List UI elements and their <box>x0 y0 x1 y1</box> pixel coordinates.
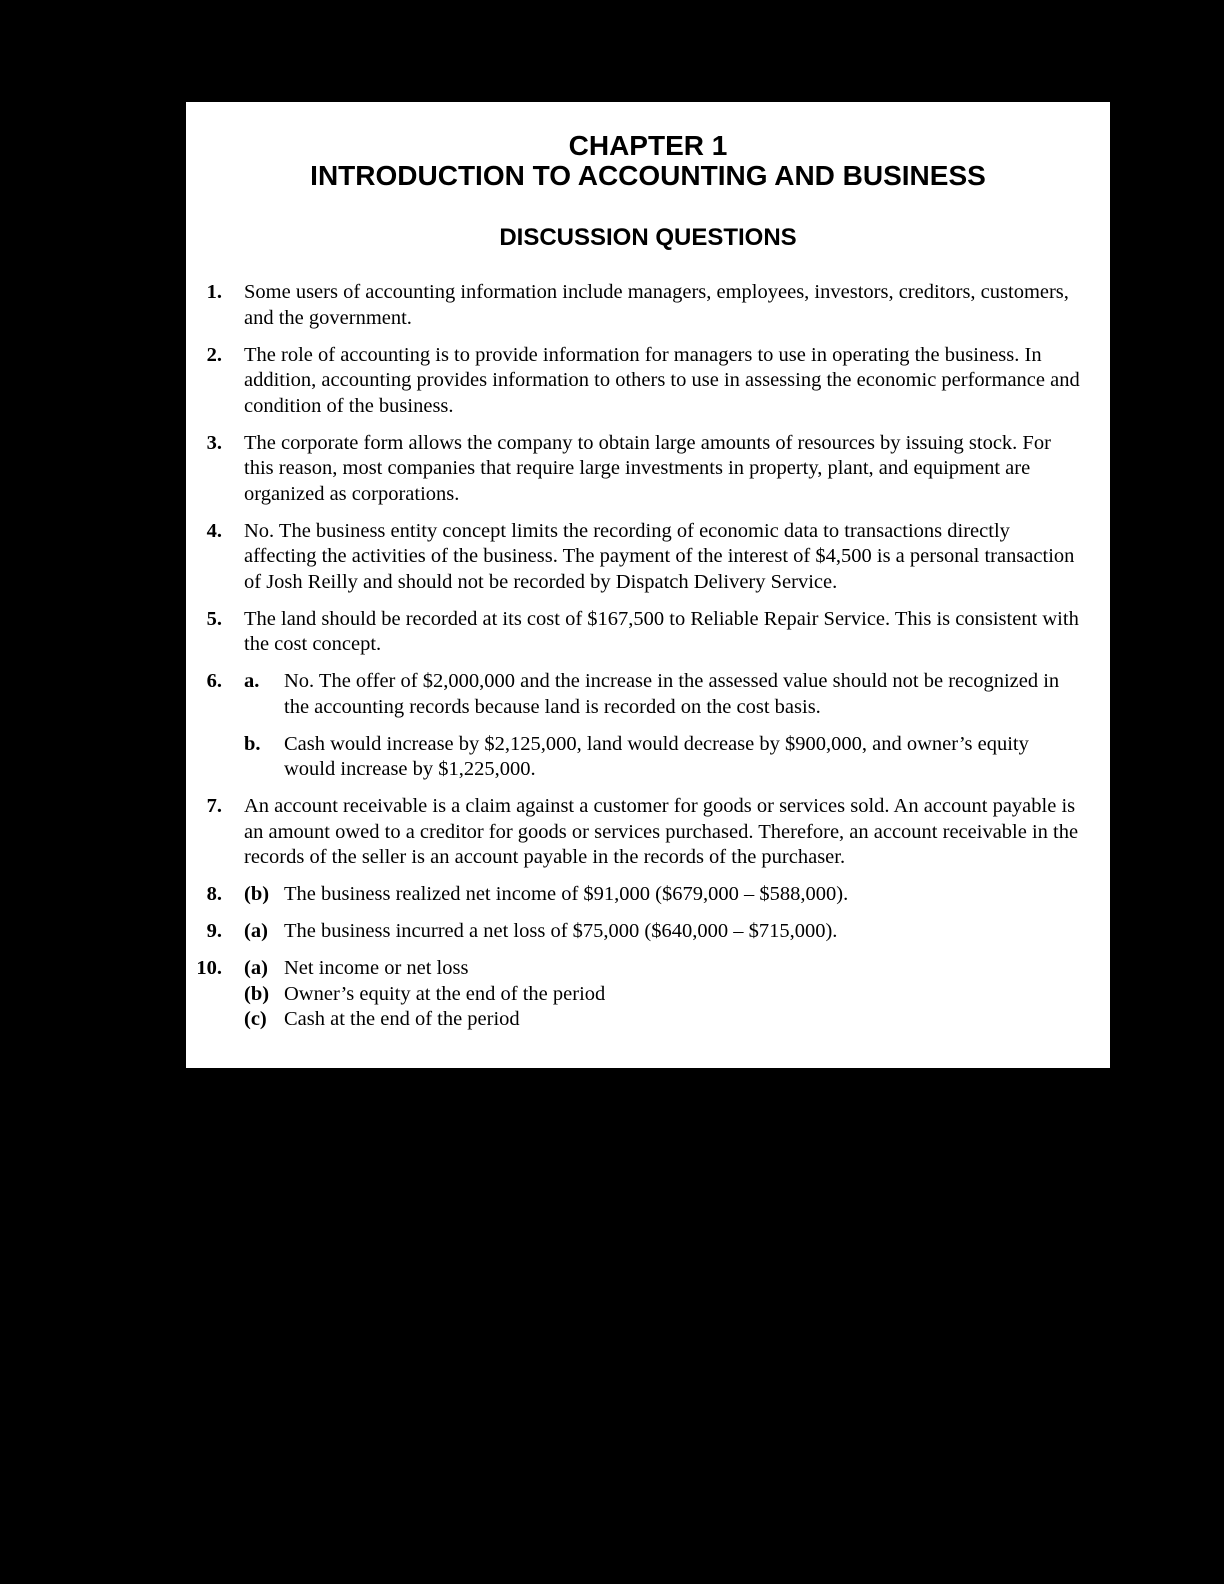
question-answer: An account receivable is a claim against a customer for goods or services sold. An account payable is an amount owed to a creditor for goods or services purchased. Therefore, an account receivable in the records of the seller is an account payable in the records of the purchaser. <box>244 795 1079 868</box>
question-item <box>186 431 1110 508</box>
sub-answer-label: (b) <box>244 982 270 1005</box>
document-page <box>186 102 1110 1068</box>
sub-answer-label: (b) <box>244 883 270 905</box>
question-number: 8. <box>206 883 222 905</box>
question-answer: The role of accounting is to provide information for managers to use in operating the business. In addition, accounting provides information to others to use in assessing the economic performance and condition of the business. <box>244 343 1080 417</box>
question-item <box>186 794 1110 871</box>
sub-answer <box>244 919 1084 945</box>
question-number: 4. <box>206 519 222 542</box>
sub-answer-label: (c) <box>244 1008 267 1030</box>
question-number: 7. <box>206 795 222 817</box>
question-item <box>186 607 1110 658</box>
sub-answer-label: (a) <box>244 957 268 979</box>
question-number: 5. <box>206 607 222 630</box>
sub-answer-label: a. <box>244 670 260 692</box>
question-list <box>186 280 1110 1044</box>
question-number: 2. <box>206 343 222 366</box>
sub-answer <box>244 982 1084 1008</box>
question-answer: The land should be recorded at its cost of $167,500 to Reliable Repair Service. This is consistent with the cost concept. <box>244 607 1079 655</box>
question-number: 9. <box>206 920 222 942</box>
section-heading: DISCUSSION QUESTIONS <box>499 224 797 251</box>
question-item <box>186 956 1110 1033</box>
chapter-heading: CHAPTER 1 <box>568 130 728 161</box>
question-item <box>186 882 1110 908</box>
sub-answer-text: The business realized net income of $91,000 ($679,000 – $588,000). <box>284 883 849 905</box>
sub-answer-text: No. The offer of $2,000,000 and the increase in the assessed value should not be recognized in the accounting records because land is recorded on the cost basis. <box>284 670 1060 718</box>
question-item <box>186 669 1110 783</box>
sub-answer-text: The business incurred a net loss of $75,000 ($640,000 – $715,000). <box>284 920 838 942</box>
question-item <box>186 343 1110 420</box>
sub-answer <box>244 882 1084 908</box>
sub-answer <box>244 669 1084 720</box>
sub-answer-text: Cash at the end of the period <box>284 1008 520 1030</box>
question-number: 1. <box>206 281 222 303</box>
sub-answer <box>244 732 1084 783</box>
sub-answer-label: b. <box>244 732 261 755</box>
question-answer: The corporate form allows the company to obtain large amounts of resources by issuing stock. For this reason, most companies that require large investments in property, plant, and equipment are organized as corporations. <box>244 431 1051 505</box>
sub-answer-label: (a) <box>244 920 268 942</box>
sub-answer-text: Cash would increase by $2,125,000, land would decrease by $900,000, and owner’s equity would increase by $1,225,000. <box>284 732 1029 780</box>
question-number: 6. <box>206 670 222 692</box>
question-answer: No. The business entity concept limits the recording of economic data to transactions directly affecting the activities of the business. The payment of the interest of $4,500 is a personal transaction of Josh Reilly and should not be recorded by Dispatch Delivery Service. <box>244 519 1075 593</box>
question-number: 10. <box>196 957 222 979</box>
sub-answer <box>244 956 1084 982</box>
chapter-title: INTRODUCTION TO ACCOUNTING AND BUSINESS <box>310 160 986 191</box>
sub-answer-text: Owner’s equity at the end of the period <box>284 982 606 1005</box>
question-answer: Some users of accounting information include managers, employees, investors, creditors, customers, and the government. <box>244 281 1069 329</box>
question-item <box>186 919 1110 945</box>
question-number: 3. <box>206 431 222 454</box>
sub-answer <box>244 1007 1084 1033</box>
sub-answer-text: Net income or net loss <box>284 957 469 979</box>
question-item <box>186 519 1110 596</box>
question-item <box>186 280 1110 331</box>
